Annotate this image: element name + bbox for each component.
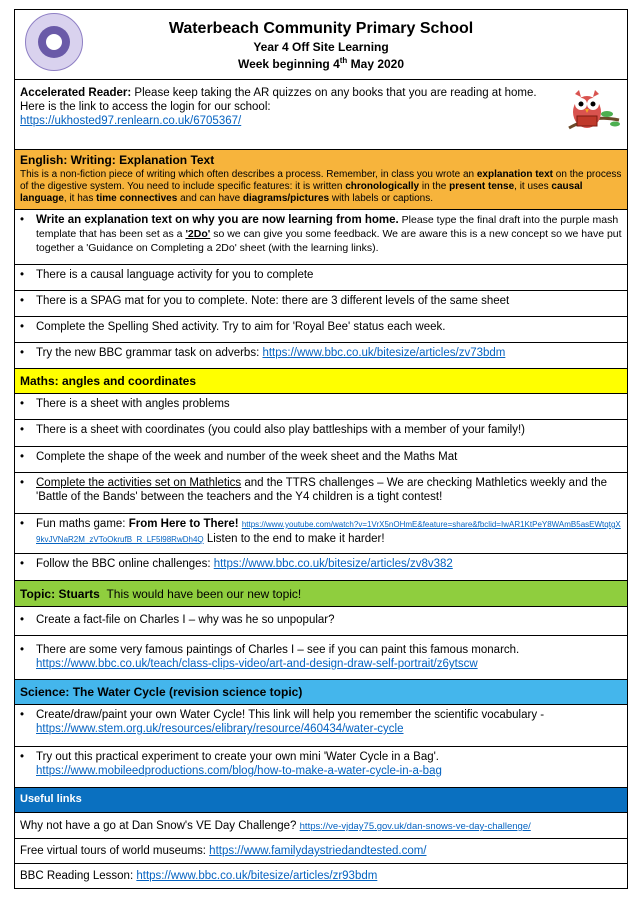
week-prefix: Week beginning 4 (237, 57, 340, 71)
maths-item-6 (15, 554, 627, 581)
week-suffix: May 2020 (347, 57, 405, 71)
useful-link-2-row (15, 839, 627, 864)
useful-l3: BBC Reading Lesson: (20, 870, 137, 882)
maths-i4: and the TTRS challenges – We are checking Mathletics weekly and the 'Battle of the Bands' between the teachers and the Y4 children is a tight contest! (36, 477, 608, 503)
useful-link-1-row (15, 813, 627, 839)
topic-item-1 (15, 607, 627, 636)
science-item-2 (15, 747, 627, 788)
eng-p2b: chronologically (345, 181, 420, 192)
english-item-4-text: Complete the Spelling Shed activity. Try to aim for 'Royal Bee' status each week. (36, 321, 446, 333)
eng-p5: , it has (63, 193, 97, 204)
bullet: • (20, 477, 25, 489)
header-row (15, 10, 627, 80)
bullet: • (20, 451, 25, 463)
portrait-link[interactable]: https://www.bbc.co.uk/teach/class-clips-video/art-and-design-draw-self-portrait/z6ytscw (36, 658, 478, 670)
maths-item-5 (15, 514, 627, 554)
ar-text: Please keep taking the AR quizzes on any books that you are reading at home. Here is the link to access the login for our school: (20, 87, 537, 113)
english-item-3-text: There is a SPAG mat for you to complete. Note: there are 3 different levels of the same sheet (36, 295, 510, 307)
eng-p6: and can have (177, 193, 243, 204)
useful-l1: Why not have a go at Dan Snow's VE Day Challenge? (20, 820, 300, 832)
eng-p4b: causal language (20, 181, 583, 204)
eng-p3b: present tense (449, 181, 515, 192)
accelerated-reader-row (15, 80, 627, 150)
sci-i2: Try out this practical experiment to create your own mini 'Water Cycle in a Bag'. (36, 751, 439, 763)
topic-title: Topic: Stuarts (20, 587, 100, 601)
maths-item-3 (15, 447, 627, 473)
maths-heading-row (15, 369, 627, 394)
english-item-1-text (36, 213, 622, 261)
maths-item-1-text: There is a sheet with angles problems (36, 398, 230, 410)
maths-i6: Follow the BBC online challenges: (36, 558, 214, 570)
science-item-1 (15, 705, 627, 747)
owl-reading-icon (563, 84, 621, 142)
topic-heading-row (15, 581, 627, 607)
useful-l2: Free virtual tours of world museums: (20, 845, 210, 857)
topic-i2: There are some very famous paintings of Charles I – see if you can paint this famous monarch. (36, 644, 520, 656)
science-item-1-text (36, 708, 622, 743)
eng-p4: , it uses (514, 181, 552, 192)
bullet: • (20, 347, 25, 359)
english-heading-row (15, 150, 627, 210)
eng-p6b: diagrams/pictures (242, 193, 330, 204)
maths-i5-a: Fun maths game: (36, 518, 129, 530)
maths-item-2 (15, 420, 627, 447)
school-logo (25, 13, 83, 71)
year-subtitle: Year 4 Off Site Learning (253, 40, 389, 54)
eng-p1: This is a non-fiction piece of writing which often describes a process. Remember, in class you wrote an (20, 169, 477, 180)
ar-label: Accelerated Reader: (20, 87, 132, 99)
maths-i5-b: Listen to the end to make it harder! (203, 533, 385, 545)
bullet: • (20, 518, 25, 530)
bbc-challenges-link[interactable]: https://www.bbc.co.uk/bitesize/articles/zv8v382 (213, 558, 453, 570)
topic-item-1-text: Create a fact-file on Charles I – why was he so unpopular? (36, 614, 335, 626)
bullet: • (20, 269, 25, 281)
science-title: Science: The Water Cycle (revision science topic) (20, 685, 303, 699)
bullet: • (20, 751, 25, 763)
science-item-2-text (36, 750, 622, 784)
school-title: Waterbeach Community Primary School (168, 20, 474, 37)
english-description (20, 169, 622, 205)
bbc-reading-link[interactable]: https://www.bbc.co.uk/bitesize/articles/zr93bdm (136, 870, 378, 882)
english-item-1 (15, 210, 627, 265)
english-title: English: Writing: Explanation Text (20, 153, 215, 167)
maths-item-3-text: Complete the shape of the week and number of the week sheet and the Maths Mat (36, 451, 458, 463)
bullet: • (20, 614, 25, 626)
maths-i5-bold: From Here to There! (128, 518, 239, 530)
useful-heading-row (15, 788, 627, 813)
english-item-5-text (36, 346, 622, 365)
eng-i1-2do: '2Do' (185, 228, 211, 240)
english-item-2-text: There is a causal language activity for you to complete (36, 269, 314, 281)
bullet: • (20, 558, 25, 570)
maths-item-2-text: There is a sheet with coordinates (you could also play battleships with a member of your family!) (36, 424, 525, 436)
maths-item-4-text (36, 476, 622, 510)
bullet: • (20, 424, 25, 436)
maths-item-6-text (36, 557, 622, 577)
bullet: • (20, 644, 25, 656)
week-sup: th (339, 56, 348, 65)
eng-i1-a: Please type the final draft into the purple mash template that has been set as a (36, 214, 619, 240)
water-cycle-bag-link[interactable]: https://www.mobileedproductions.com/blog/how-to-make-a-water-cycle-in-a-bag (36, 765, 442, 777)
youtube-link[interactable]: https://www.youtube.com/watch?v=1VrX5nOHmE&feature=share&fbclid=IwAR1KtPeY8WAmB5asEWtqtgX9kvJVNaR2M_zVToOkrufB_R_LF5l98RwDh4Q (36, 520, 621, 544)
ar-link[interactable]: https://ukhosted97.renlearn.co.uk/6705367/ (20, 115, 242, 127)
maths-title: Maths: angles and coordinates (20, 374, 197, 388)
maths-item-1 (15, 394, 627, 420)
grammar-link[interactable]: https://www.bbc.co.uk/bitesize/articles/zv73bdm (262, 347, 506, 359)
science-heading-row (15, 680, 627, 705)
topic-item-2 (15, 636, 627, 680)
eng-i1-bold: Write an explanation text on why you are now learning from home. (36, 214, 399, 226)
learning-table (14, 9, 628, 889)
eng-p5b: time connectives (96, 193, 178, 204)
eng-i1-b: so we can give you some feedback. We are aware this is a new concept so we have put together a 'Guidance on Completing a 2Do' sheet (with the learning links). (36, 228, 622, 254)
stem-link[interactable]: https://www.stem.org.uk/resources/elibrary/resource/460434/water-cycle (36, 723, 404, 735)
maths-item-4 (15, 473, 627, 514)
english-item-5 (15, 343, 627, 369)
english-item-4 (15, 317, 627, 343)
week-line (15, 56, 627, 71)
eng-p7: with labels or captions. (329, 193, 434, 204)
topic-note: This would have been our new topic! (106, 587, 302, 601)
useful-title: Useful links (20, 793, 82, 805)
maths-item-5-text (36, 517, 622, 550)
ve-day-link[interactable]: https://ve-vjday75.gov.uk/dan-snows-ve-day-challenge/ (299, 821, 531, 832)
topic-item-2-text (36, 643, 622, 676)
maths-i4-underline: Complete the activities set on Mathletics (36, 477, 242, 489)
useful-link-3-row (15, 864, 627, 888)
bullet: • (20, 214, 25, 226)
bullet: • (20, 709, 25, 721)
museums-link[interactable]: https://www.familydaystriedandtested.com/ (209, 845, 427, 857)
eng-i5: Try the new BBC grammar task on adverbs: (36, 347, 263, 359)
eng-p3: in the (419, 181, 450, 192)
eng-p2: on the process of the digestive system. You need to include specific features: it is written (20, 169, 622, 192)
bullet: • (20, 398, 25, 410)
bullet: • (20, 295, 25, 307)
english-item-2 (15, 265, 627, 291)
eng-p1b: explanation text (476, 169, 554, 180)
english-item-3 (15, 291, 627, 317)
bullet: • (20, 321, 25, 333)
sci-i1: Create/draw/paint your own Water Cycle! This link will help you remember the scientific vocabulary - (36, 709, 545, 721)
